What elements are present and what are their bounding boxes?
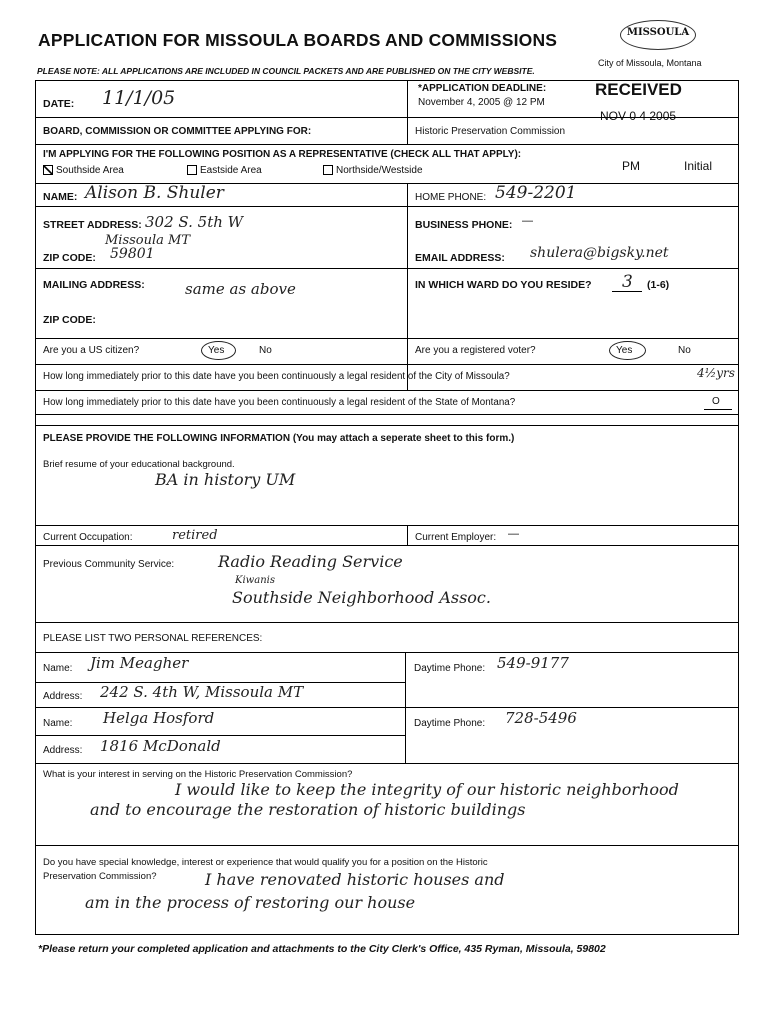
ref2-name-label: Name: [43, 718, 73, 729]
board-label: BOARD, COMMISSION OR COMMITTEE APPLYING FOR: [43, 126, 312, 137]
stamp-received: RECEIVED [595, 80, 682, 99]
ref1-name[interactable]: Jim Meagher [90, 654, 189, 672]
publish-note: PLEASE NOTE: ALL APPLICATIONS ARE INCLUDED IN COUNCIL PACKETS AND ARE PUBLISHED ON THE CITY WEBSITE. [37, 66, 535, 76]
ref2-phone[interactable]: 728-5496 [505, 709, 577, 727]
knowledge-line2[interactable]: am in the process of restoring our house [85, 893, 416, 912]
citizen-label: Are you a US citizen? [43, 345, 140, 356]
street-value[interactable]: 302 S. 5th W [145, 213, 244, 231]
ref2-address[interactable]: 1816 McDonald [100, 737, 221, 755]
occupation-label: Current Occupation: [43, 532, 133, 543]
opt-northside-label: Northside/Westside [336, 165, 423, 176]
interest-line1[interactable]: I would like to keep the integrity of our historic neighborhood [175, 780, 679, 799]
email-value[interactable]: shulera@bigsky.net [530, 245, 669, 261]
city-seal-logo [620, 20, 696, 50]
deadline-label: *APPLICATION DEADLINE: [418, 83, 547, 94]
interest-line2[interactable]: and to encourage the restoration of historic buildings [90, 800, 526, 819]
opt-southside[interactable] [43, 165, 124, 176]
business-phone-label: BUSINESS PHONE: [415, 219, 513, 231]
employer-value[interactable]: — [508, 528, 519, 540]
street-label: STREET ADDRESS: [43, 219, 142, 231]
knowledge-label-1: Do you have special knowledge, interest or experience that would qualify you for a position on the Historic [43, 857, 488, 868]
city-value[interactable]: Missoula MT [105, 233, 191, 248]
resume-value[interactable]: BA in history UM [155, 470, 296, 489]
ref1-phone[interactable]: 549-9177 [497, 654, 569, 672]
city-resident-value[interactable]: 4½yrs [697, 366, 735, 380]
employer-label: Current Employer: [415, 532, 497, 543]
state-resident-label: How long immediately prior to this date have you been continuously a legal resident of the State of Montana? [43, 397, 516, 408]
checkbox-icon[interactable] [187, 165, 197, 175]
knowledge-line1[interactable]: I have renovated historic houses and [205, 870, 505, 889]
ward-value[interactable]: 3 [622, 272, 633, 292]
zip-value[interactable]: 59801 [110, 246, 155, 262]
date-label: DATE: [43, 98, 75, 110]
ward-label: IN WHICH WARD DO YOU RESIDE? [415, 279, 592, 291]
state-resident-value[interactable]: O [712, 396, 720, 407]
service-1[interactable]: Radio Reading Service [218, 552, 403, 571]
ref1-address-label: Address: [43, 691, 83, 702]
stamp-pm: PM [622, 159, 640, 173]
opt-eastside[interactable] [187, 165, 262, 176]
refs-label: PLEASE LIST TWO PERSONAL REFERENCES: [43, 633, 263, 644]
city-resident-label: How long immediately prior to this date have you been continuously a legal resident of the City of Missoula? [43, 371, 510, 382]
board-value: Historic Preservation Commission [415, 126, 566, 137]
home-phone-value[interactable]: 549-2201 [495, 183, 577, 203]
voter-label: Are you a registered voter? [415, 345, 536, 356]
stamp-initial: Initial [684, 159, 713, 173]
mailing-label: MAILING ADDRESS: [43, 279, 145, 291]
date-value[interactable]: 11/1/05 [102, 87, 176, 109]
zip-label: ZIP CODE: [43, 252, 96, 264]
service-2[interactable]: Kiwanis [235, 575, 275, 586]
ref2-name[interactable]: Helga Hosford [103, 709, 215, 727]
ref2-phone-label: Daytime Phone: [414, 718, 486, 729]
position-label: I'M APPLYING FOR THE FOLLOWING POSITION AS A REPRESENTATIVE (CHECK ALL THAT APPLY): [43, 149, 522, 160]
provide-label: PLEASE PROVIDE THE FOLLOWING INFORMATION (You may attach a seperate sheet to this form.) [43, 433, 515, 444]
mailing-value[interactable]: same as above [185, 280, 296, 298]
citizen-yes[interactable]: Yes [208, 345, 225, 356]
resume-label: Brief resume of your educational background. [43, 459, 235, 470]
service-label: Previous Community Service: [43, 559, 175, 570]
opt-southside-label: Southside Area [56, 165, 124, 176]
ref1-phone-label: Daytime Phone: [414, 663, 486, 674]
name-label: NAME: [43, 191, 78, 203]
voter-yes[interactable]: Yes [616, 345, 633, 356]
service-3[interactable]: Southside Neighborhood Assoc. [232, 588, 491, 607]
voter-no[interactable]: No [678, 345, 691, 356]
checkbox-icon[interactable] [323, 165, 333, 175]
citizen-no[interactable]: No [259, 345, 272, 356]
occupation-value[interactable]: retired [172, 528, 218, 543]
interest-label: What is your interest in serving on the Historic Preservation Commission? [43, 769, 353, 780]
footer-note: *Please return your completed application and attachments to the City Clerk's Office, 435 Ryman, Missoula, 59802 [38, 943, 606, 955]
seal-text: MISSOULA [626, 27, 690, 38]
email-label: EMAIL ADDRESS: [415, 252, 505, 264]
ref2-address-label: Address: [43, 745, 83, 756]
deadline-value: November 4, 2005 @ 12 PM [418, 97, 545, 108]
knowledge-label-2: Preservation Commission? [43, 871, 157, 882]
opt-northside[interactable] [323, 165, 423, 176]
ref1-address[interactable]: 242 S. 4th W, Missoula MT [100, 683, 304, 701]
business-phone-value[interactable]: — [522, 215, 533, 227]
name-value[interactable]: Alison B. Shuler [85, 183, 224, 203]
stamp-city: City of Missoula, Montana [598, 58, 702, 68]
ward-range: (1-6) [647, 279, 670, 291]
stamp-date: NOV 0 4 2005 [600, 109, 677, 123]
checkbox-checked-icon[interactable] [43, 165, 53, 175]
form-title: APPLICATION FOR MISSOULA BOARDS AND COMMISSIONS [38, 30, 558, 50]
zip2-label: ZIP CODE: [43, 314, 96, 326]
ref1-name-label: Name: [43, 663, 73, 674]
home-phone-label: HOME PHONE: [415, 192, 487, 203]
opt-eastside-label: Eastside Area [200, 165, 262, 176]
